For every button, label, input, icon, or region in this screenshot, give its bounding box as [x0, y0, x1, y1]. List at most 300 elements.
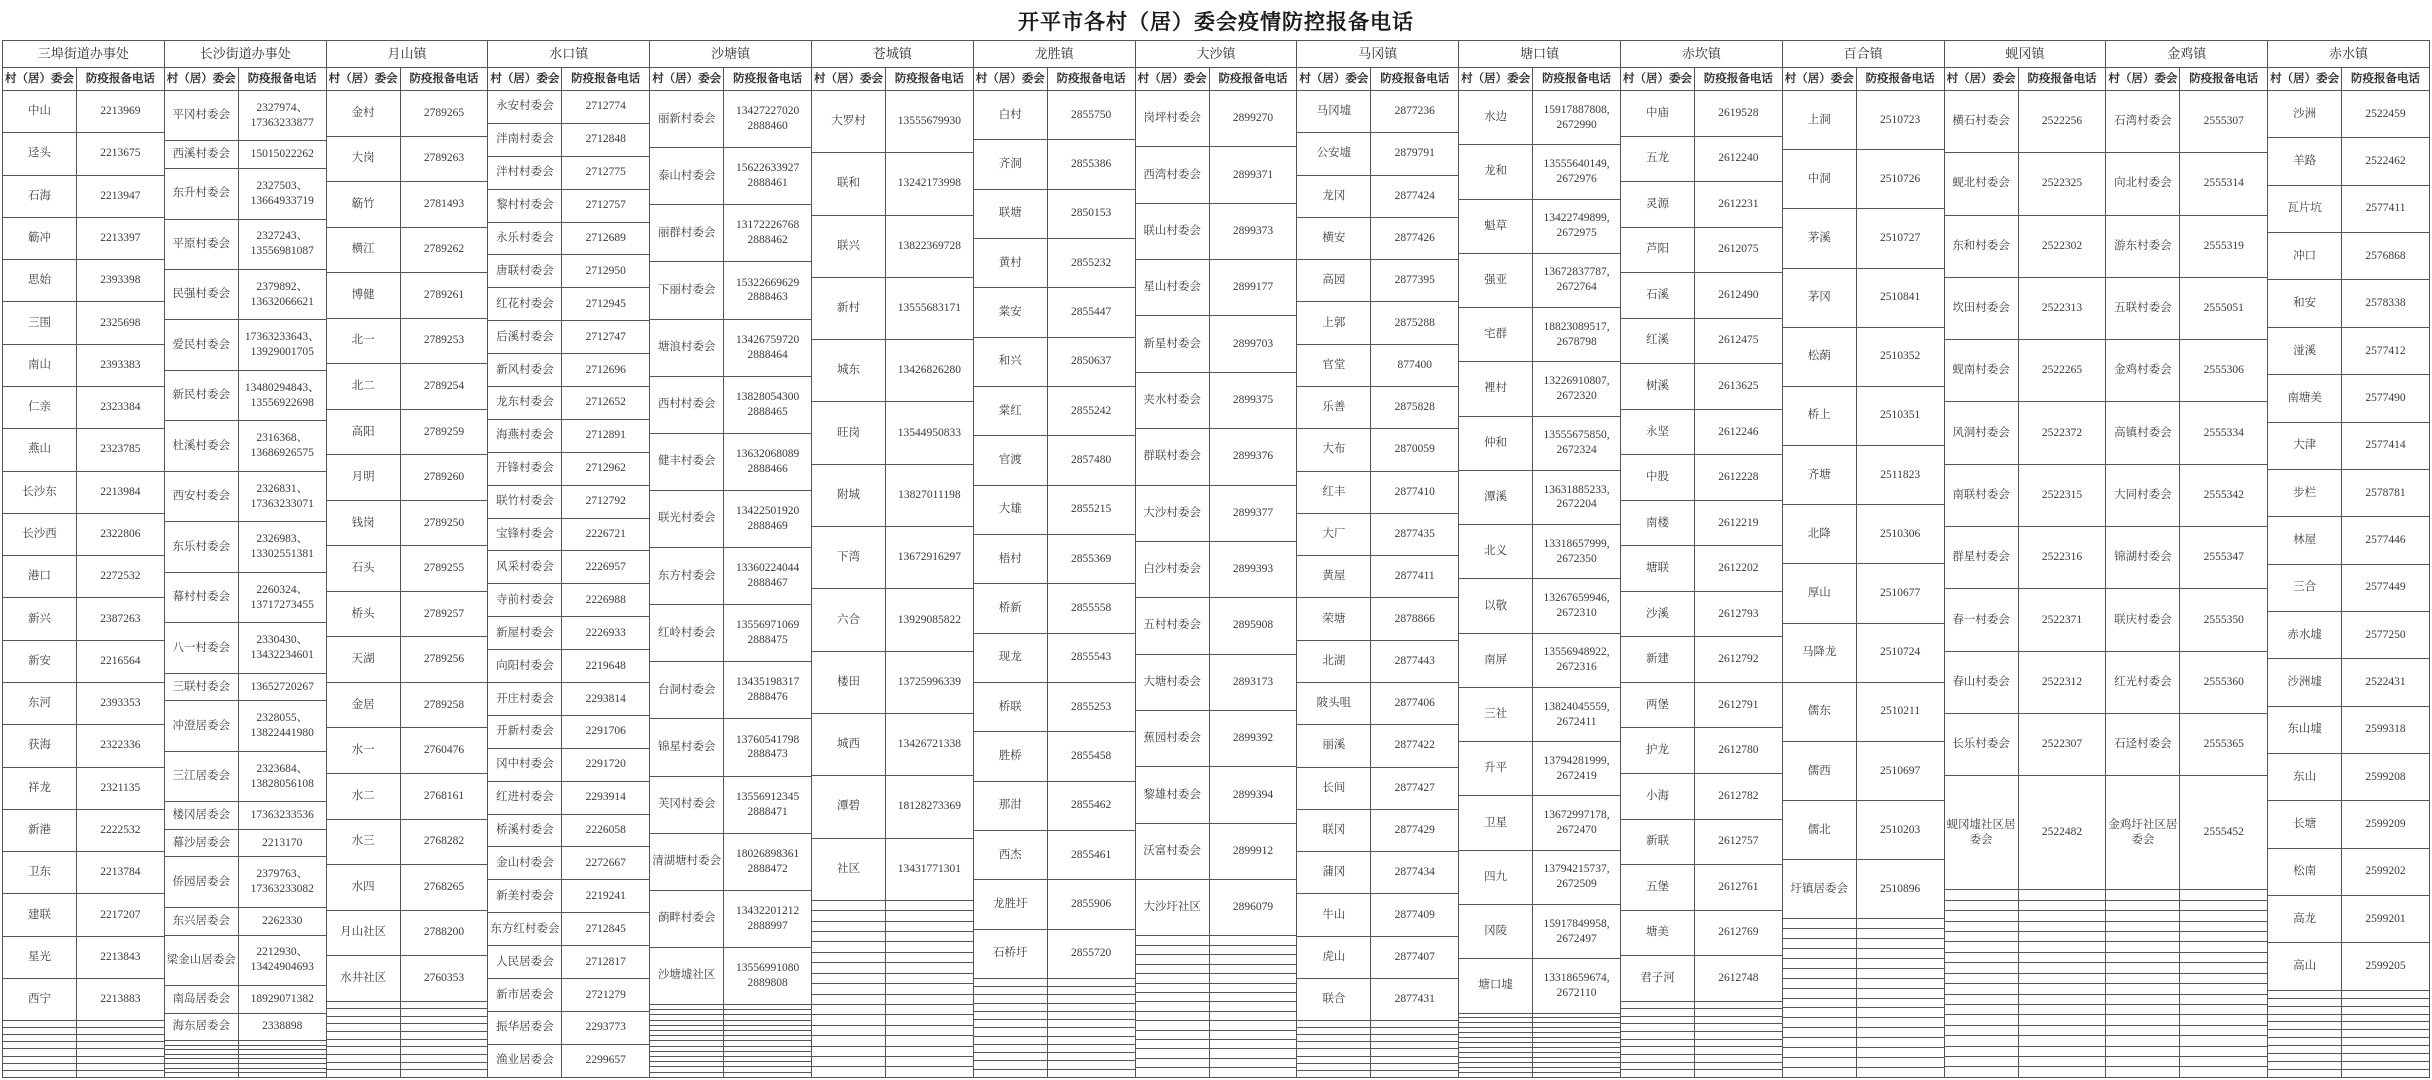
committee-cell: 水边 — [1459, 91, 1533, 145]
committee-cell — [1297, 1028, 1371, 1035]
table-row — [2106, 963, 2268, 973]
phone-cell: 2577446 — [2342, 517, 2430, 564]
committee-cell: 丽溪 — [1297, 725, 1371, 767]
committee-cell: 龙和 — [1459, 145, 1533, 199]
committee-cell: 新港 — [3, 809, 77, 851]
phone-cell: 2522256 — [2018, 91, 2106, 153]
committee-cell — [1944, 942, 2018, 952]
committee-cell — [1620, 1024, 1694, 1032]
committee-cell: 新村 — [811, 277, 885, 339]
table-row — [1297, 175, 1459, 217]
phone-cell — [885, 973, 973, 983]
phone-cell: 2712817 — [562, 946, 650, 979]
phone-cell: 2323785 — [77, 429, 165, 471]
phone-cell — [1209, 945, 1297, 954]
committee-cell: 高阳 — [326, 409, 400, 455]
table-row — [2268, 1006, 2430, 1014]
table-row — [1297, 556, 1459, 598]
table-row — [973, 1044, 1135, 1052]
phone-cell: 13318657999, 2672350 — [1533, 525, 1621, 579]
committee-cell — [3, 1042, 77, 1049]
committee-cell: 六合 — [811, 589, 885, 651]
phone-cell: 2760353 — [400, 956, 488, 1002]
table-row — [1620, 318, 1782, 364]
table-row — [2106, 91, 2268, 153]
table-row — [811, 973, 973, 983]
table-row — [1135, 203, 1297, 259]
table-row — [2268, 185, 2430, 232]
table-row — [164, 141, 326, 169]
table-row — [326, 637, 488, 683]
table-row — [1135, 823, 1297, 879]
phone-cell: 13827011198 — [885, 464, 973, 526]
committee-cell: 茅冈 — [1782, 268, 1856, 327]
committee-cell — [1782, 949, 1856, 959]
committee-cell: 牛山 — [1297, 894, 1371, 936]
committee-cell: 冈陵 — [1459, 904, 1533, 958]
phone-cell — [1209, 983, 1297, 992]
phone-cell — [2180, 921, 2268, 931]
phone-cell — [885, 984, 973, 994]
phone-cell: 2855386 — [1047, 140, 1135, 189]
phone-cell — [1856, 958, 1944, 968]
committee-cell: 寺前村委会 — [488, 584, 562, 617]
phone-cell: 2850637 — [1047, 337, 1135, 386]
phone-cell: 2877429 — [1371, 809, 1459, 851]
table-row — [1459, 904, 1621, 958]
phone-cell — [400, 1016, 488, 1024]
committee-cell: 黄屋 — [1297, 556, 1371, 598]
phone-cell — [77, 1070, 165, 1077]
phone-cell: 2299657 — [562, 1044, 650, 1077]
table-row — [326, 500, 488, 546]
phone-cell — [2342, 1022, 2430, 1030]
phone-cell: 2789256 — [400, 637, 488, 683]
committee-cell: 西宁 — [3, 978, 77, 1020]
committee-cell: 海燕村委会 — [488, 419, 562, 452]
phone-cell: 2781493 — [400, 182, 488, 228]
table-row — [1944, 713, 2106, 775]
committee-cell — [1620, 1016, 1694, 1024]
committee-cell: 大同村委会 — [2106, 464, 2180, 526]
table-row — [2268, 280, 2430, 327]
committee-cell: 蓢畔村委会 — [650, 890, 724, 947]
table-row — [3, 640, 165, 682]
table-row — [2106, 952, 2268, 962]
phone-cell: 2226058 — [562, 814, 650, 847]
phone-cell: 2712747 — [562, 321, 650, 354]
committee-cell — [1782, 1047, 1856, 1057]
phone-cell: 13431771301 — [885, 838, 973, 900]
phone-cell: 2619528 — [1694, 91, 1782, 137]
committee-cell: 南楼 — [1620, 500, 1694, 546]
phone-cell: 2855720 — [1047, 929, 1135, 978]
committee-cell: 金鸡圩社区居委会 — [2106, 776, 2180, 890]
table-row — [326, 1001, 488, 1009]
table-row — [1297, 894, 1459, 936]
phone-cell: 13631885233, 2672204 — [1533, 470, 1621, 524]
phone-cell: 15015022262 — [238, 141, 326, 169]
phone-cell: 2555334 — [2180, 402, 2268, 464]
table-row — [2268, 1030, 2430, 1038]
phone-cell: 2555314 — [2180, 153, 2268, 215]
committee-cell: 博健 — [326, 273, 400, 319]
table-row — [1782, 327, 1944, 386]
phone-cell: 2272667 — [562, 847, 650, 880]
committee-cell: 两堡 — [1620, 682, 1694, 728]
phone-cell — [1371, 1021, 1459, 1028]
committee-cell: 大沙村委会 — [1135, 485, 1209, 541]
committee-cell: 长乐村委会 — [1944, 713, 2018, 775]
phone-cell: 2877431 — [1371, 978, 1459, 1020]
table-row — [1135, 147, 1297, 203]
table-row — [326, 1062, 488, 1070]
phone-cell: 2393398 — [77, 260, 165, 302]
committee-cell — [973, 1044, 1047, 1052]
table-row — [1944, 402, 2106, 464]
table-row — [326, 1032, 488, 1040]
phone-cell: 2510723 — [1856, 91, 1944, 150]
table-row — [650, 376, 812, 433]
committee-cell: 侨园居委会 — [164, 857, 238, 907]
phone-cell — [238, 1073, 326, 1078]
table-row — [973, 140, 1135, 189]
phone-cell — [400, 1001, 488, 1009]
phone-cell: 13556971069 2888475 — [724, 605, 812, 662]
table-row — [973, 781, 1135, 830]
committee-cell — [2106, 900, 2180, 910]
phone-cell — [1209, 1040, 1297, 1049]
phone-cell: 13422749899, 2672975 — [1533, 199, 1621, 253]
table-row — [326, 273, 488, 319]
table-row — [3, 260, 165, 302]
phone-cell — [2018, 973, 2106, 983]
phone-cell — [2180, 973, 2268, 983]
phone-cell — [1694, 1016, 1782, 1024]
phone-cell: 2599208 — [2342, 754, 2430, 801]
table-row — [2106, 277, 2268, 339]
table-row — [326, 1070, 488, 1078]
table-row — [650, 605, 812, 662]
table-row — [1944, 91, 2106, 153]
committee-cell: 新民村委会 — [164, 370, 238, 420]
table-row — [326, 956, 488, 1002]
committee-cell — [1944, 890, 2018, 900]
table-row — [973, 1028, 1135, 1036]
committee-cell — [1782, 919, 1856, 929]
col-header-committee: 村（居）委会 — [164, 68, 238, 91]
committee-cell: 新联 — [1620, 819, 1694, 865]
committee-cell: 后溪村委会 — [488, 321, 562, 354]
table-row — [1782, 1067, 1944, 1077]
phone-cell: 2510677 — [1856, 564, 1944, 623]
phone-cell — [724, 1072, 812, 1077]
phone-cell — [2018, 952, 2106, 962]
committee-cell — [1782, 988, 1856, 998]
table-row — [164, 421, 326, 471]
col-header-phone: 防疫报备电话 — [1371, 68, 1459, 91]
committee-cell: 社区 — [811, 838, 885, 900]
table-row — [2268, 896, 2430, 943]
committee-cell — [3, 1035, 77, 1042]
table-row — [811, 984, 973, 994]
phone-cell: 13760541798 2888473 — [724, 719, 812, 776]
phone-cell — [2180, 911, 2268, 921]
committee-cell — [3, 1070, 77, 1077]
table-row — [1297, 91, 1459, 133]
phone-cell — [1371, 1070, 1459, 1077]
table-row — [1135, 485, 1297, 541]
phone-cell: 13435198317 2888476 — [724, 662, 812, 719]
table-row — [3, 344, 165, 386]
committee-cell: 簕竹 — [326, 182, 400, 228]
col-header-phone: 防疫报备电话 — [1047, 68, 1135, 91]
committee-cell — [811, 973, 885, 983]
committee-cell: 金鸡村委会 — [2106, 340, 2180, 402]
table-row — [1782, 505, 1944, 564]
town-section-3 — [326, 40, 489, 1078]
table-row — [164, 572, 326, 622]
committee-cell — [1944, 994, 2018, 1004]
phone-cell — [1856, 968, 1944, 978]
phone-cell: 2316368、 13686926575 — [238, 421, 326, 471]
col-header-committee: 村（居）委会 — [2106, 68, 2180, 91]
table-row — [3, 1028, 165, 1035]
phone-cell — [1047, 1044, 1135, 1052]
phone-cell: 2522371 — [2018, 589, 2106, 651]
table-row — [3, 1042, 165, 1049]
committee-cell — [3, 1056, 77, 1063]
committee-cell: 夹水村委会 — [1135, 372, 1209, 428]
phone-cell: 13794281999, 2672419 — [1533, 742, 1621, 796]
committee-cell: 大雄 — [973, 485, 1047, 534]
committee-cell — [973, 1020, 1047, 1028]
committee-cell — [326, 1070, 400, 1078]
phone-cell — [885, 911, 973, 921]
table-row — [2106, 1046, 2268, 1056]
phone-cell: 2510727 — [1856, 209, 1944, 268]
committee-cell — [1620, 1039, 1694, 1047]
phone-cell: 2222532 — [77, 809, 165, 851]
table-row — [2268, 1022, 2430, 1030]
committee-cell: 升平 — [1459, 742, 1533, 796]
table-row — [1297, 598, 1459, 640]
phone-cell: 18128273369 — [885, 776, 973, 838]
committee-cell: 东和村委会 — [1944, 215, 2018, 277]
table-row — [1459, 796, 1621, 850]
phone-cell: 2768282 — [400, 819, 488, 865]
table-row — [488, 946, 650, 979]
committee-cell: 星光 — [3, 936, 77, 978]
phone-cell: 2855232 — [1047, 238, 1135, 287]
table-row — [1620, 182, 1782, 228]
committee-cell: 官渡 — [973, 436, 1047, 485]
phone-cell — [1856, 988, 1944, 998]
table-row — [1135, 1068, 1297, 1078]
committee-cell: 冈中村委会 — [488, 748, 562, 781]
phone-cell — [1209, 974, 1297, 983]
phone-cell: 2262330 — [238, 907, 326, 935]
phone-cell — [1047, 1069, 1135, 1077]
phone-cell: 2875288 — [1371, 302, 1459, 344]
phone-cell: 2522302 — [2018, 215, 2106, 277]
table-row — [1135, 880, 1297, 936]
committee-cell — [973, 978, 1047, 986]
phone-cell: 2326831、 17363233071 — [238, 471, 326, 521]
table-row — [2268, 801, 2430, 848]
phone-cell: 2328055、 13822441980 — [238, 701, 326, 751]
committee-cell — [1620, 1047, 1694, 1055]
phone-cell: 2226988 — [562, 584, 650, 617]
committee-cell: 虎山 — [1297, 936, 1371, 978]
table-row — [2268, 943, 2430, 990]
committee-cell: 潭碧 — [811, 776, 885, 838]
phone-cell: 2578338 — [2342, 280, 2430, 327]
phone-cell — [1209, 1049, 1297, 1058]
table-row — [164, 370, 326, 420]
committee-cell — [3, 1021, 77, 1028]
table-row — [973, 995, 1135, 1003]
table-row — [326, 1009, 488, 1017]
town-name: 大沙镇 — [1135, 41, 1297, 68]
phone-cell: 2599201 — [2342, 896, 2430, 943]
committee-cell — [1620, 1001, 1694, 1009]
phone-cell: 13929085822 — [885, 589, 973, 651]
table-row — [1944, 277, 2106, 339]
table-row — [1620, 956, 1782, 1002]
phone-cell — [400, 1070, 488, 1078]
committee-cell: 高山 — [2268, 943, 2342, 990]
committee-cell — [2106, 932, 2180, 942]
table-row — [3, 1035, 165, 1042]
committee-cell — [811, 942, 885, 952]
table-row — [973, 288, 1135, 337]
table-row — [1620, 546, 1782, 592]
phone-cell — [2180, 994, 2268, 1004]
table-row — [2106, 994, 2268, 1004]
committee-cell: 思始 — [3, 260, 77, 302]
committee-cell: 楼田 — [811, 651, 885, 713]
committee-cell: 松蓢 — [1782, 327, 1856, 386]
table-row — [811, 713, 973, 775]
phone-cell: 2555051 — [2180, 277, 2268, 339]
phone-cell: 2855369 — [1047, 534, 1135, 583]
committee-cell: 黎雄村委会 — [1135, 767, 1209, 823]
table-row — [1944, 890, 2106, 900]
phone-cell: 13555683171 — [885, 277, 973, 339]
phone-cell: 2712652 — [562, 387, 650, 420]
table-row — [1944, 1036, 2106, 1046]
table-row — [164, 701, 326, 751]
table-row — [1944, 1046, 2106, 1056]
committee-cell: 红进村委会 — [488, 781, 562, 814]
table-row — [3, 936, 165, 978]
phone-cell: 2877395 — [1371, 260, 1459, 302]
table-row — [1135, 1058, 1297, 1067]
phone-cell: 2213784 — [77, 852, 165, 894]
table-row — [1782, 919, 1944, 929]
town-section-1 — [2, 40, 165, 1078]
phone-cell — [2018, 1004, 2106, 1014]
committee-cell: 五堡 — [1620, 865, 1694, 911]
committee-cell: 幕村村委会 — [164, 572, 238, 622]
phone-cell — [2180, 1004, 2268, 1014]
phone-cell — [400, 1009, 488, 1017]
committee-cell: 春一村委会 — [1944, 589, 2018, 651]
table-row — [650, 947, 812, 1004]
phone-cell: 2555319 — [2180, 215, 2268, 277]
committee-cell — [973, 987, 1047, 995]
phone-cell — [1047, 1011, 1135, 1019]
committee-cell: 新星村委会 — [1135, 316, 1209, 372]
table-row — [973, 485, 1135, 534]
table-row — [650, 433, 812, 490]
table-row — [2268, 1046, 2430, 1054]
phone-cell: 15322669629 2888463 — [724, 262, 812, 319]
table-row — [3, 809, 165, 851]
table-row — [1944, 900, 2106, 910]
table-row — [973, 929, 1135, 978]
table-row — [973, 436, 1135, 485]
table-row — [1944, 464, 2106, 526]
phone-cell — [2180, 984, 2268, 994]
committee-cell — [1782, 1038, 1856, 1048]
phone-cell: 13242173998 — [885, 153, 973, 215]
table-row — [811, 340, 973, 402]
col-header-phone: 防疫报备电话 — [724, 68, 812, 91]
phone-cell: 2896079 — [1209, 880, 1297, 936]
table-row — [1782, 801, 1944, 860]
table-row — [1782, 268, 1944, 327]
phone-cell — [2018, 1025, 2106, 1035]
committee-cell: 水井社区 — [326, 956, 400, 1002]
table-row — [1135, 992, 1297, 1001]
table-row — [650, 662, 812, 719]
table-row — [2106, 973, 2268, 983]
phone-cell: 2899912 — [1209, 823, 1297, 879]
table-row — [1297, 1049, 1459, 1056]
table-row — [488, 913, 650, 946]
phone-cell — [1047, 1020, 1135, 1028]
table-row — [1944, 1067, 2106, 1078]
committee-cell: 塘联 — [1620, 546, 1694, 592]
committee-cell: 齐塘 — [1782, 446, 1856, 505]
phone-cell: 2555342 — [2180, 464, 2268, 526]
table-row — [1459, 145, 1621, 199]
table-row — [326, 1039, 488, 1047]
table-row — [1459, 91, 1621, 145]
phone-cell — [885, 1067, 973, 1078]
table-row — [1297, 640, 1459, 682]
table-row — [1782, 1047, 1944, 1057]
phone-cell — [2180, 963, 2268, 973]
phone-cell: 13725996339 — [885, 651, 973, 713]
phone-cell — [2180, 890, 2268, 900]
table-row — [326, 1016, 488, 1024]
table-row — [1620, 819, 1782, 865]
committee-cell — [2106, 994, 2180, 1004]
committee-cell: 金山村委会 — [488, 847, 562, 880]
table-row — [3, 767, 165, 809]
phone-cell: 2612228 — [1694, 455, 1782, 501]
phone-cell: 2387263 — [77, 598, 165, 640]
table-row — [1135, 372, 1297, 428]
table-row — [1459, 850, 1621, 904]
phone-cell: 13426759720 2888464 — [724, 319, 812, 376]
table-row — [2106, 1056, 2268, 1066]
town-section-4 — [487, 40, 650, 1078]
phone-cell: 2213170 — [238, 829, 326, 857]
